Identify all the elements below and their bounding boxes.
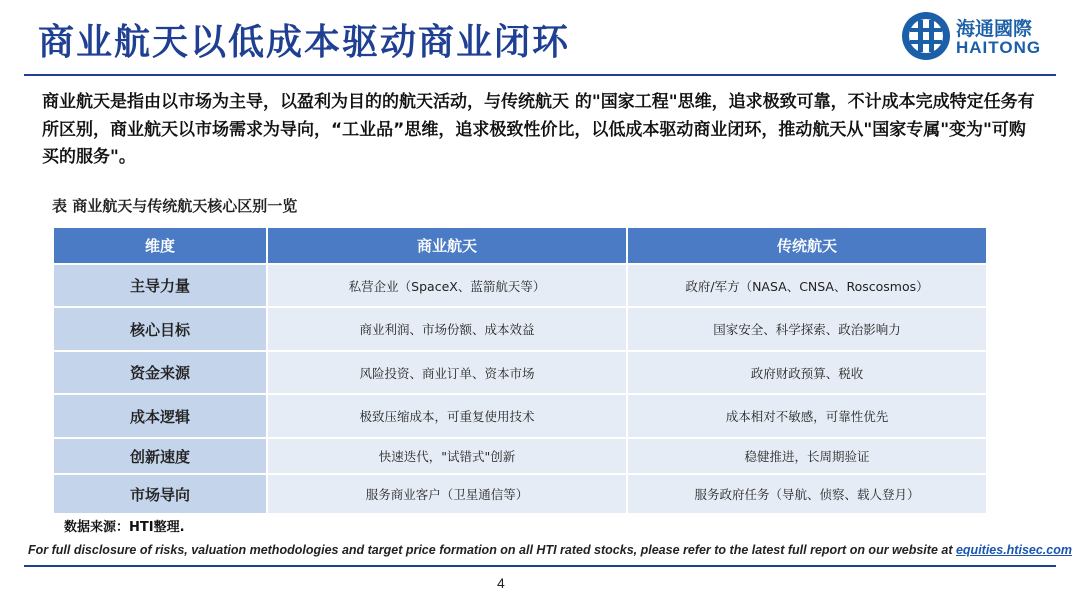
table-row [53, 438, 987, 474]
row-traditional: 政府/军方（NASA、CNSA、Roscosmos） [627, 264, 987, 307]
row-commercial: 风险投资、商业订单、资本市场 [267, 351, 627, 394]
data-source-note: 数据来源：HTI整理. [64, 520, 185, 535]
table-header-row [53, 227, 987, 264]
row-dimension: 核心目标 [53, 307, 267, 351]
page-number: 4 [497, 575, 505, 591]
disclosure-footer [28, 543, 1072, 557]
row-dimension: 资金来源 [53, 351, 267, 394]
comparison-table [52, 226, 988, 515]
footer-divider [24, 565, 1056, 567]
intro-paragraph: 商业航天是指由以市场为主导，以盈利为目的的航天活动，与传统航天 的"国家工程"思维，追求极致可靠，不计成本完成特定任务有所区别，商业航天以市场需求为导向，“工业品”思维，追求极致性价比，以低成本驱动商业闭环，推动航天从"国家专属"变为"可购买的服务"。 [42, 92, 1035, 167]
row-traditional: 国家安全、科学探索、政治影响力 [627, 307, 987, 351]
row-dimension: 市场导向 [53, 474, 267, 514]
table-caption: 表 商业航天与传统航天核心区别一览 [52, 197, 298, 215]
row-dimension: 成本逻辑 [53, 394, 267, 438]
row-traditional: 成本相对不敏感，可靠性优先 [627, 394, 987, 438]
website-link[interactable]: equities.htisec.com [955, 543, 1072, 557]
table-row [53, 307, 987, 351]
row-commercial: 服务商业客户（卫星通信等） [267, 474, 627, 514]
table-row [53, 264, 987, 307]
page-title: 商业航天以低成本驱动商业闭环 [38, 22, 571, 63]
table-row [53, 474, 987, 514]
header-commercial: 商业航天 [267, 227, 627, 264]
header-traditional: 传统航天 [627, 227, 987, 264]
row-commercial: 极致压缩成本，可重复使用技术 [267, 394, 627, 438]
haitong-logo [900, 10, 1060, 64]
row-dimension: 主导力量 [53, 264, 267, 307]
row-traditional: 稳健推进，长周期验证 [627, 438, 987, 474]
table-row [53, 394, 987, 438]
row-traditional: 服务政府任务（导航、侦察、载人登月） [627, 474, 987, 514]
row-commercial: 私营企业（SpaceX、蓝箭航天等） [267, 264, 627, 307]
row-traditional: 政府财政预算、税收 [627, 351, 987, 394]
table-row [53, 351, 987, 394]
row-dimension: 创新速度 [53, 438, 267, 474]
row-commercial: 快速迭代，"试错式"创新 [267, 438, 627, 474]
row-commercial: 商业利润、市场份额、成本效益 [267, 307, 627, 351]
haitong-logo-icon [900, 10, 952, 62]
logo-text-cn: 海通國際 [956, 18, 1033, 40]
header-divider [24, 74, 1056, 76]
header-dimension: 维度 [53, 227, 267, 264]
disclosure-text: For full disclosure of risks, valuation methodologies and target price formation on all HTI rated stocks, please refer to the latest full report on our website at [28, 543, 956, 557]
logo-text-en: HAITONG [956, 38, 1042, 57]
